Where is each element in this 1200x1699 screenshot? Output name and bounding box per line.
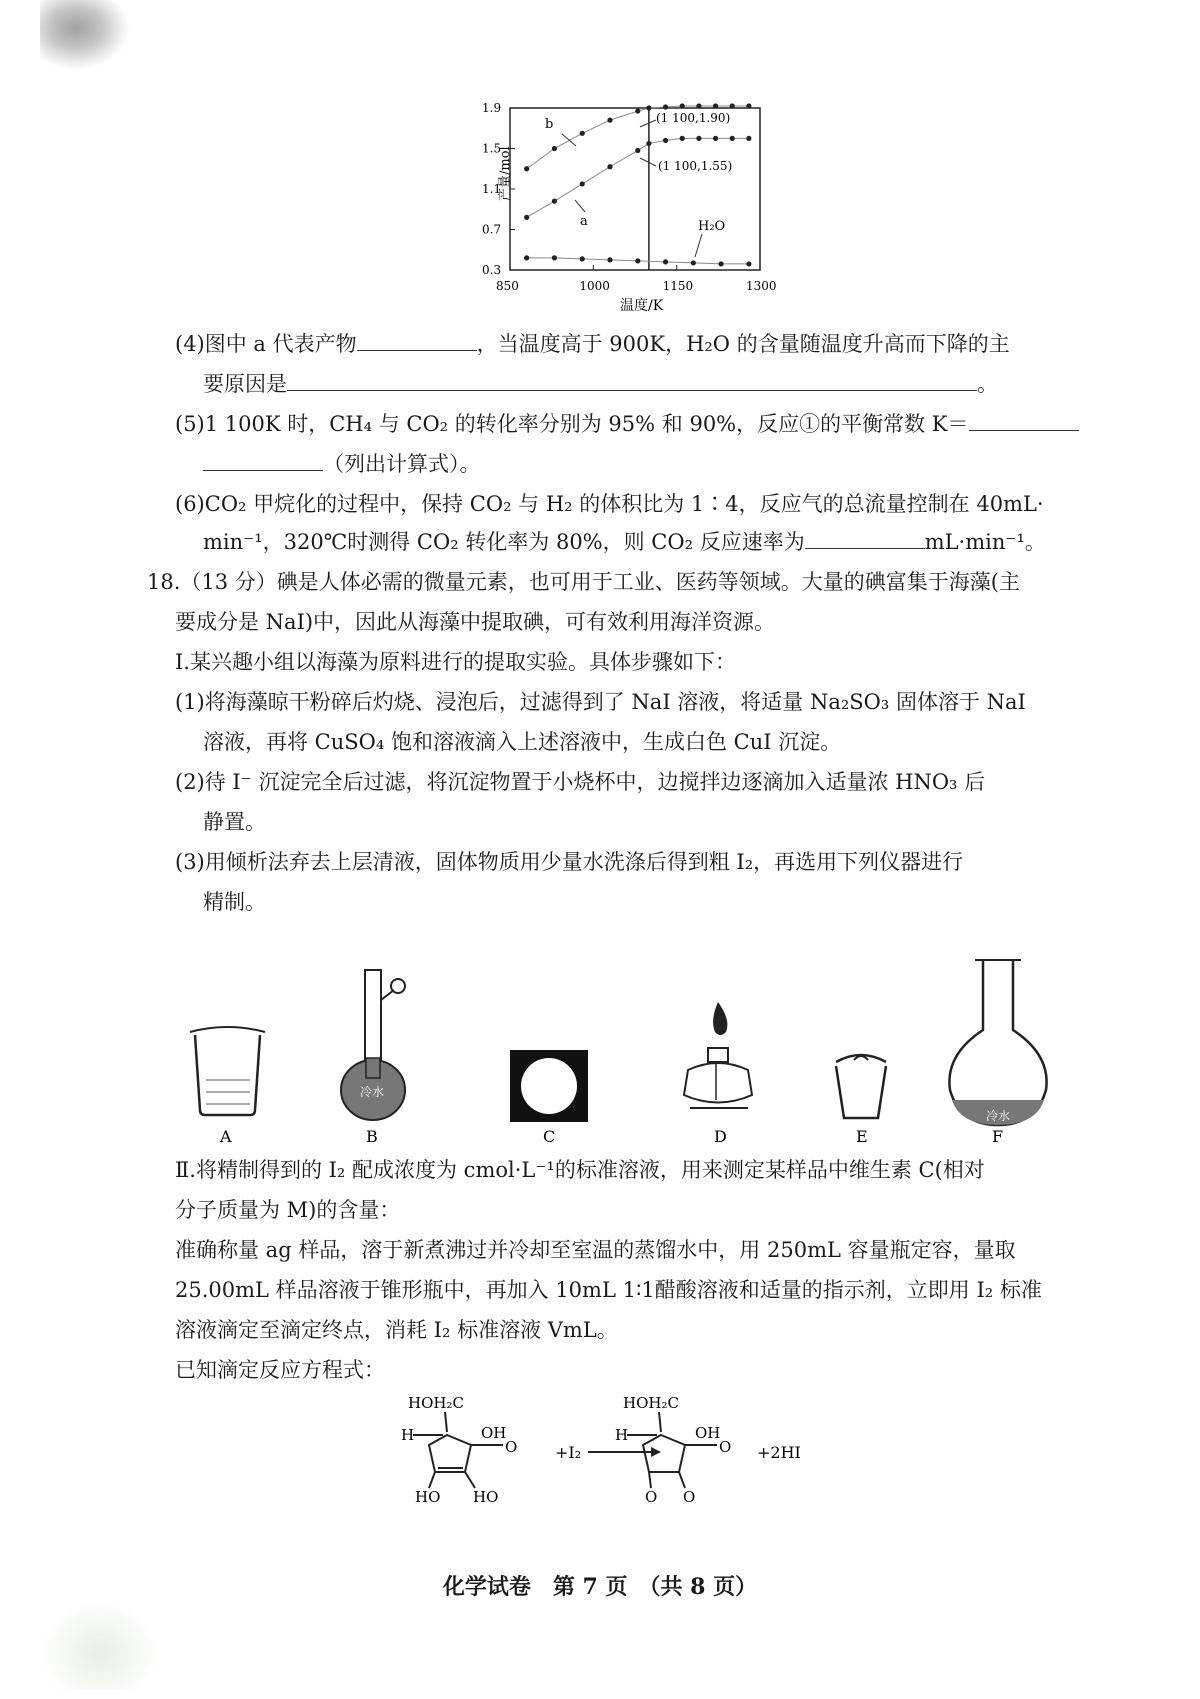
data-point — [691, 260, 696, 265]
yield-temperature-chart — [470, 100, 830, 360]
q4-line1 — [175, 328, 1010, 360]
answer-blank[interactable] — [805, 530, 925, 549]
data-point — [552, 255, 557, 260]
q5-text-b: （列出计算式）。 — [323, 452, 481, 476]
eq-right-o-3: O — [683, 1488, 696, 1506]
data-point — [730, 103, 735, 108]
scan-smudge — [40, 1600, 160, 1690]
data-point — [713, 103, 718, 108]
y-axis-label: 产量/mol — [498, 146, 513, 201]
data-point — [635, 258, 640, 263]
answer-blank[interactable] — [203, 452, 323, 471]
data-point — [746, 136, 751, 141]
data-point — [552, 146, 557, 151]
q5-line1 — [175, 408, 1079, 440]
q18-part1: Ⅰ.某兴趣小组以海藻为原料进行的提取实验。具体步骤如下： — [175, 650, 736, 674]
data-point — [696, 103, 701, 108]
x-tick-label: 1000 — [579, 279, 610, 293]
data-point — [663, 104, 668, 109]
q18-step3-a: (3)用倾析法弃去上层清液，固体物质用少量水洗涤后得到粗 I₂，再选用下列仪器进行 — [175, 850, 964, 874]
y-tick-label: 0.7 — [482, 222, 502, 237]
data-point — [635, 108, 640, 113]
data-point — [680, 136, 685, 141]
q18-step1-a: (1)将海藻晾干粉碎后灼烧、浸泡后，过滤得到了 NaI 溶液，将适量 Na₂SO₃ 固体溶于 NaI — [175, 690, 1026, 714]
data-point — [730, 136, 735, 141]
series-label-b: b — [545, 117, 554, 132]
y-tick-label: 1.5 — [482, 141, 502, 156]
data-point — [663, 138, 668, 143]
data-point — [552, 199, 557, 204]
data-point — [646, 105, 651, 110]
eq-right-oh: OH — [695, 1424, 721, 1442]
data-point — [680, 103, 685, 108]
q4-text-end: 。 — [977, 372, 998, 396]
q18-known-eq: 已知滴定反应方程式： — [175, 1358, 385, 1382]
apparatus-figure — [170, 960, 1070, 1146]
cold-water-label-b: 冷水 — [360, 1085, 385, 1099]
q18-intro-2: 要成分是 NaI)中，因此从海藻中提取碘，可有效利用海洋资源。 — [175, 610, 776, 634]
leader-anno2 — [640, 158, 656, 166]
q18-step1-b: 溶液，再将 CuSO₄ 饱和溶液滴入上述溶液中，生成白色 CuI 沉淀。 — [203, 730, 842, 754]
data-point — [524, 255, 529, 260]
answer-blank[interactable] — [287, 372, 977, 391]
eq-right-o-2: O — [645, 1488, 658, 1506]
data-point — [524, 215, 529, 220]
round-flask-icon — [949, 960, 1046, 1125]
arrow-head-icon — [651, 1447, 661, 1457]
y-tick-label: 0.3 — [482, 263, 502, 277]
chart-svg — [470, 100, 830, 360]
page-footer: 化学试卷 第 7 页 （共 8 页） — [442, 1574, 758, 1600]
apparatus-label-b: B — [366, 1127, 378, 1146]
x-tick-label: 1300 — [746, 279, 777, 293]
data-point — [746, 103, 751, 108]
q5-text-a: (5)1 100K 时，CH₄ 与 CO₂ 的转化率分别为 95% 和 90%，反应①的平衡常数 K＝ — [175, 412, 969, 436]
series-label-h2o: H₂O — [698, 219, 726, 234]
eq-left-oh: OH — [481, 1424, 507, 1442]
data-point — [580, 181, 585, 186]
q5-line2 — [203, 448, 481, 480]
q6-text-a: (6)CO₂ 甲烷化的过程中，保持 CO₂ 与 H₂ 的体积比为 1∶4，反应气的总流量控制在 40mL· — [175, 492, 1044, 516]
eq-left-h: H — [401, 1426, 415, 1444]
data-point — [719, 261, 724, 266]
eq-plus-2hi: +2HI — [757, 1443, 801, 1462]
data-point — [746, 261, 751, 266]
data-point — [580, 131, 585, 136]
q18-intro-1: 18.（13 分）碘是人体必需的微量元素，也可用于工业、医药等领域。大量的碘富集于海藻(主 — [147, 570, 1020, 594]
apparatus-label-c: C — [543, 1127, 556, 1146]
apparatus-label-f: F — [992, 1127, 1004, 1146]
q4-text-a: (4)图中 a 代表产物 — [175, 332, 357, 356]
annotation-1: (1 100,1.90) — [656, 111, 731, 125]
apparatus-label-d: D — [714, 1127, 727, 1146]
q6-line1 — [175, 488, 1044, 520]
eq-left-ho-1: HO — [415, 1488, 441, 1506]
leader-a — [575, 200, 585, 212]
eq-left-ho-2: HO — [473, 1488, 499, 1506]
gauze-icon — [510, 1050, 588, 1122]
q6-line2 — [203, 526, 1046, 558]
answer-blank[interactable] — [969, 412, 1079, 431]
crucible-icon — [836, 1055, 886, 1118]
eq-right-h: H — [615, 1426, 629, 1444]
leader-anno1 — [640, 120, 656, 127]
eq-left-o: O — [505, 1438, 518, 1456]
series-label-a: a — [580, 214, 588, 229]
eq-right-o: O — [719, 1438, 732, 1456]
q4-line2 — [203, 368, 998, 400]
data-point — [635, 148, 640, 153]
data-point — [607, 257, 612, 262]
y-tick-label: 1.1 — [482, 182, 502, 196]
y-tick-label: 1.9 — [482, 101, 502, 115]
q6-text-c: mL·min⁻¹。 — [924, 530, 1046, 554]
vitamin-c-reaction — [383, 1390, 903, 1510]
data-point — [646, 141, 651, 146]
q18-part2-b: 分子质量为 M)的含量： — [175, 1198, 401, 1222]
beaker-icon — [190, 1027, 265, 1115]
x-tick-label: 850 — [496, 279, 519, 293]
data-point — [696, 136, 701, 141]
x-axis-label: 温度/K — [620, 298, 664, 314]
q18-step2-a: (2)待 I⁻ 沉淀完全后过滤，将沉淀物置于小烧杯中，边搅拌边逐滴加入适量浓 HNO₃ 后 — [175, 770, 986, 794]
eq-plus-i2: +I₂ — [555, 1443, 582, 1462]
x-tick-label: 1150 — [662, 279, 694, 293]
q18-part2-a: Ⅱ.将精制得到的 I₂ 配成浓度为 cmol·L⁻¹的标准溶液，用来测定某样品中维生素 C(相对 — [175, 1158, 985, 1182]
annotation-2: (1 100,1.55) — [658, 159, 733, 173]
scan-smudge — [40, 0, 130, 70]
answer-blank[interactable] — [357, 332, 477, 351]
leader-b — [562, 134, 576, 146]
q18-step3-b: 精制。 — [203, 890, 266, 914]
q4-text-c: 要原因是 — [203, 372, 287, 396]
q18-part2-c: 准确称量 ag 样品，溶于新煮沸过并冷却至室温的蒸馏水中，用 250mL 容量瓶定容，量取 — [175, 1238, 1016, 1262]
q18-step2-b: 静置。 — [203, 810, 266, 834]
q18-part2-d: 25.00mL 样品溶液于锥形瓶中，再加入 10mL 1∶1醋酸溶液和适量的指示剂，立即用 I₂ 标准 — [175, 1278, 1042, 1302]
apparatus-label-a: A — [220, 1127, 232, 1146]
cold-water-label-f: 冷水 — [986, 1109, 1011, 1123]
alcohol-lamp-icon — [684, 1002, 752, 1108]
data-point — [607, 118, 612, 123]
q18-part2-e: 溶液滴定至滴定终点，消耗 I₂ 标准溶液 VmL。 — [175, 1318, 618, 1342]
apparatus-label-e: E — [856, 1127, 868, 1146]
data-point — [580, 256, 585, 261]
data-point — [713, 136, 718, 141]
q6-text-b: min⁻¹，320℃时测得 CO₂ 转化率为 80%，则 CO₂ 反应速率为 — [203, 530, 805, 554]
data-point — [607, 164, 612, 169]
q4-text-b: ，当温度高于 900K，H₂O 的含量随温度升高而下降的主 — [476, 332, 1010, 356]
eq-left-ch2oh: HOH₂C — [408, 1394, 464, 1412]
data-point — [524, 166, 529, 171]
data-point — [663, 259, 668, 264]
eq-right-ch2oh: HOH₂C — [623, 1394, 679, 1412]
leader-h2o — [695, 234, 702, 257]
